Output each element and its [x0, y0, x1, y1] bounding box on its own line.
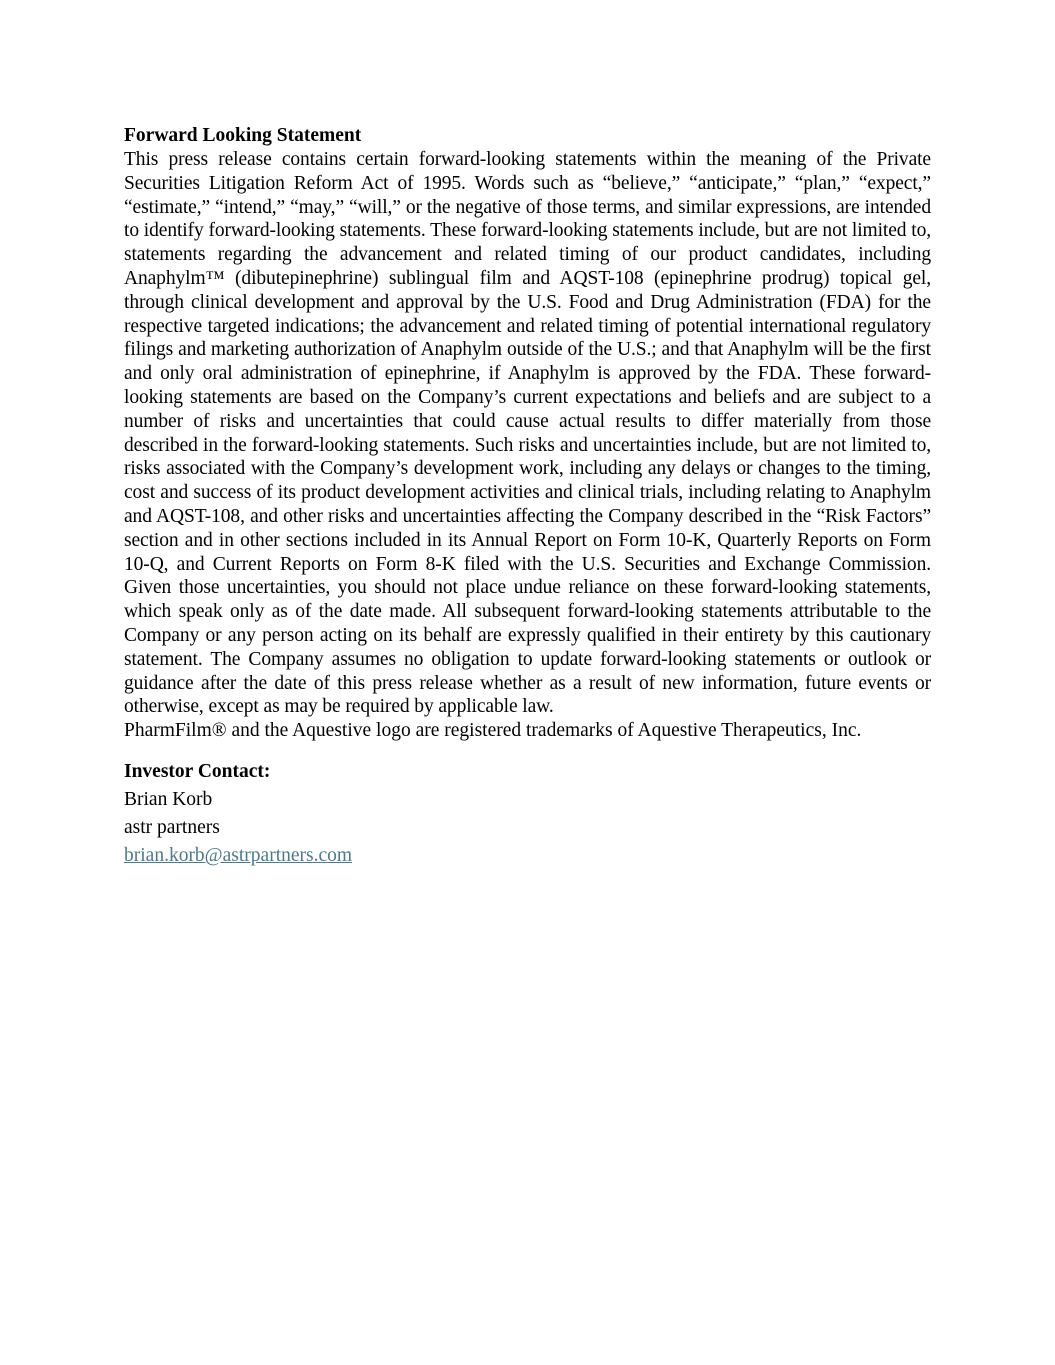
contact-company: astr partners: [124, 817, 220, 839]
contact-email-link[interactable]: brian.korb@astrpartners.com: [124, 845, 353, 867]
contact-name: Brian Korb: [124, 789, 213, 811]
forward-looking-heading: Forward Looking Statement: [124, 125, 362, 146]
document-page: [124, 124, 931, 868]
trademark-notice: PharmFilm® and the Aquestive logo are registered trademarks of Aquestive Therapeutics, Inc.: [124, 720, 862, 742]
investor-contact-block: [124, 760, 931, 868]
forward-looking-body: This press release contains certain forward-looking statements within the meaning of the Private Securities Litigation Reform Act of 1995. Words such as “believe,” “anticipate,” “plan,” “expect,” “estimate,” “intend,” “may,” “will,” or the negative of those terms, and similar expressions, are intended to identify forward-looking statements. These forward-looking statements include, but are not limited to, statements regarding the advancement and related timing of our product candidates, including Anaphylm™ (dibutepinephrine) sublingual film and AQST-108 (epinephrine prodrug) topical gel, through clinical development and approval by the U.S. Food and Drug Administration (FDA) for the respective targeted indications; the advancement and related timing of potential international regulatory filings and marketing authorization of Anaphylm outside of the U.S.; and that Anaphylm will be the first and only oral administration of epinephrine, if Anaphylm is approved by the FDA. These forward-looking statements are based on the Company’s current expectations and beliefs and are subject to a number of risks and uncertainties that could cause actual results to differ materially from those described in the forward-looking statements. Such risks and uncertainties include, but are not limited to, risks associated with the Company’s development work, including any delays or changes to the timing, cost and success of its product development activities and clinical trials, including relating to Anaphylm and AQST-108, and other risks and uncertainties affecting the Company described in the “Risk Factors” section and in other sections included in its Annual Report on Form 10-K, Quarterly Reports on Form 10-Q, and Current Reports on Form 8-K filed with the U.S. Securities and Exchange Commission. Given those uncertainties, you should not place undue reliance on these forward-looking statements, which speak only as of the date made. All subsequent forward-looking statements attributable to the Company or any person acting on its behalf are expressly qualified in their entirety by this cautionary statement. The Company assumes no obligation to update forward-looking statements or outlook or guidance after the date of this press release whether as a result of new information, future events or otherwise, except as may be required by applicable law.: [124, 149, 931, 718]
investor-contact-heading: Investor Contact:: [124, 761, 271, 783]
